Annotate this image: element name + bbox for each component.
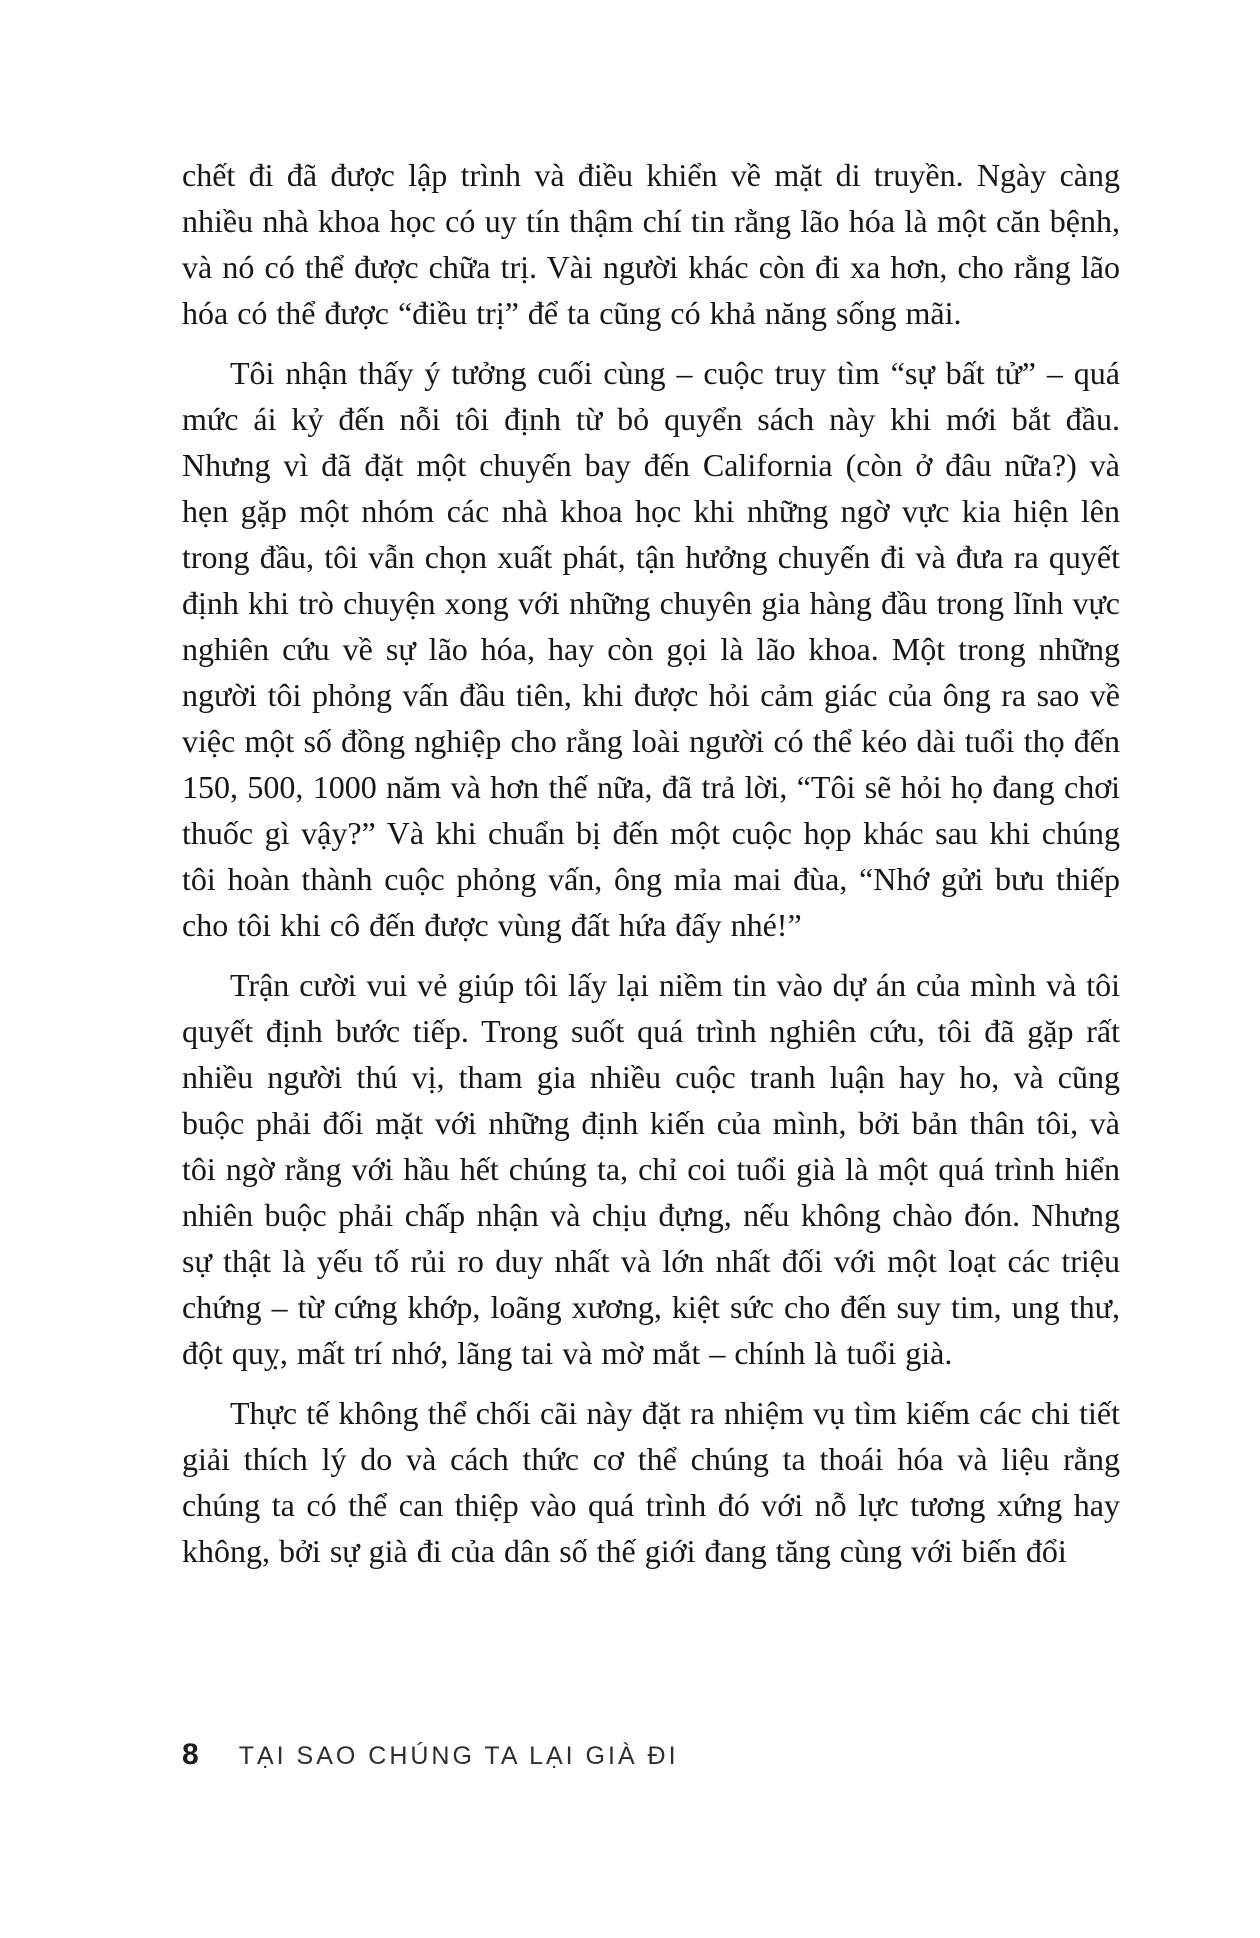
paragraph-4: Thực tế không thể chối cãi này đặt ra nhiệm vụ tìm kiếm các chi tiết giải thích lý do và cách thức cơ thể chúng ta thoái hóa và liệu rằng chúng ta có thể can thiệp vào quá trình đó với nỗ lực tương xứng hay không, bởi sự già đi của dân số thế giới đang tăng cùng với biến đổi [182,1395,1120,1569]
paragraph-2: Tôi nhận thấy ý tưởng cuối cùng – cuộc truy tìm “sự bất tử” – quá mức ái kỷ đến nỗi tôi định từ bỏ quyển sách này khi mới bắt đầu. Nhưng vì đã đặt một chuyến bay đến California (còn ở đâu nữa?) và hẹn gặp một nhóm các nhà khoa học khi những ngờ vực kia hiện lên trong đầu, tôi vẫn chọn xuất phát, tận hưởng chuyến đi và đưa ra quyết định khi trò chuyện xong với những chuyên gia hàng đầu trong lĩnh vực nghiên cứu về sự lão hóa, hay còn gọi là lão khoa. Một trong những người tôi phỏng vấn đầu tiên, khi được hỏi cảm giác của ông ra sao về việc một số đồng nghiệp cho rằng loài người có thể kéo dài tuổi thọ đến 150, 500, 1000 năm và hơn thế nữa, đã trả lời, “Tôi sẽ hỏi họ đang chơi thuốc gì vậy?” Và khi chuẩn bị đến một cuộc họp khác sau khi chúng tôi hoàn thành cuộc phỏng vấn, ông mỉa mai đùa, “Nhớ gửi bưu thiếp cho tôi khi cô đến được vùng đất hứa đấy nhé!” [182,355,1120,943]
paragraph-1: chết đi đã được lập trình và điều khiển về mặt di truyền. Ngày càng nhiều nhà khoa học có uy tín thậm chí tin rằng lão hóa là một căn bệnh, và nó có thể được chữa trị. Vài người khác còn đi xa hơn, cho rằng lão hóa có thể được “điều trị” để ta cũng có khả năng sống mãi. [182,157,1120,331]
running-title: TẠI SAO CHÚNG TA LẠI GIÀ ĐI [238,1742,679,1770]
paragraph-3: Trận cười vui vẻ giúp tôi lấy lại niềm tin vào dự án của mình và tôi quyết định bước tiếp. Trong suốt quá trình nghiên cứu, tôi đã gặp rất nhiều người thú vị, tham gia nhiều cuộc tranh luận hay ho, và cũng buộc phải đối mặt với những định kiến của mình, bởi bản thân tôi, và tôi ngờ rằng với hầu hết chúng ta, chỉ coi tuổi già là một quá trình hiển nhiên buộc phải chấp nhận và chịu đựng, nếu không chào đón. Nhưng sự thật là yếu tố rủi ro duy nhất và lớn nhất đối với một loạt các triệu chứng – từ cứng khớp, loãng xương, kiệt sức cho đến suy tim, ung thư, đột quỵ, mất trí nhớ, lãng tai và mờ mắt – chính là tuổi già. [182,967,1120,1371]
text-block [182,152,1120,1574]
page-footer [182,1738,679,1772]
page-number: 8 [182,1738,199,1771]
